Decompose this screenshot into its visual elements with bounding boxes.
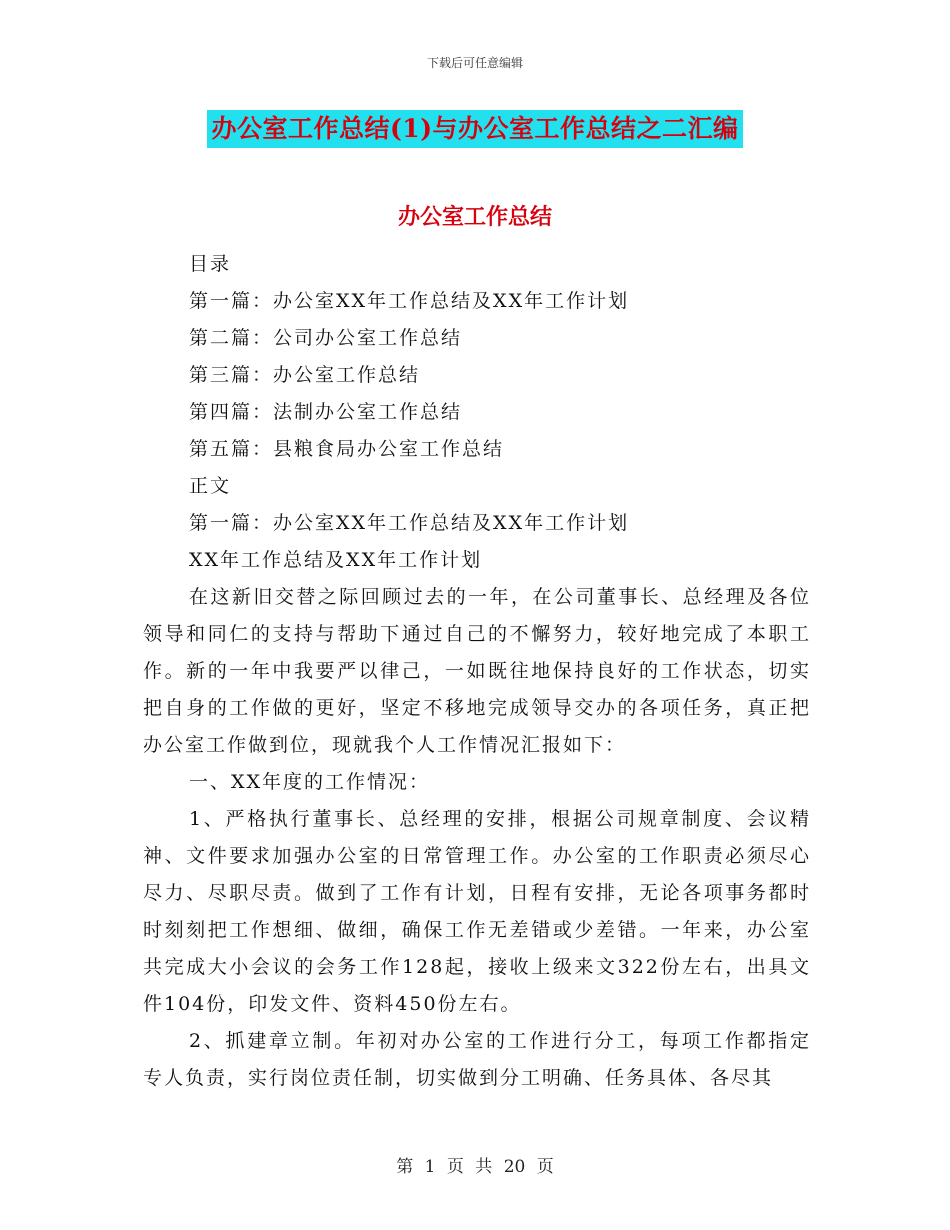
- body-paragraph: 1、严格执行董事长、总经理的安排，根据公司规章制度、会议精神、文件要求加强办公室的日常管理工作。办公室的工作职责必须尽心尽力、尽职尽责。做到了工作有计划，日程有安排，无论各项事务都时时刻刻把工作想细、做细，确保工作无差错或少差错。一年来，办公室共完成大小会议的会务工作128起，接收上级来文322份左右，出具文件104份，印发文件、资料450份左右。: [143, 808, 811, 1015]
- toc-item: 第二篇：公司办公室工作总结: [189, 327, 463, 349]
- toc-item: 第四篇：法制办公室工作总结: [189, 401, 463, 423]
- document-title-container: [0, 110, 950, 148]
- page-header-note: 下载后可任意编辑: [426, 56, 523, 70]
- page-number: 第 1 页 共 20 页: [396, 1157, 554, 1177]
- body-heading: 正文: [189, 475, 232, 497]
- toc-heading: 目录: [189, 253, 232, 275]
- toc-item: 第五篇：县粮食局办公室工作总结: [189, 438, 505, 460]
- document-body: [143, 246, 811, 1097]
- document-title: 办公室工作总结(1)与办公室工作总结之二汇编: [207, 110, 742, 148]
- chapter-subtitle: XX年工作总结及XX年工作计划: [189, 549, 483, 571]
- toc-item: 第三篇：办公室工作总结: [189, 364, 421, 386]
- toc-item: 第一篇：办公室XX年工作总结及XX年工作计划: [189, 290, 630, 312]
- body-paragraph: 在这新旧交替之际回顾过去的一年，在公司董事长、总经理及各位领导和同仁的支持与帮助下通过自己的不懈努力，较好地完成了本职工作。新的一年中我要严以律己，一如既往地保持良好的工作状态，切实把自身的工作做的更好，坚定不移地完成领导交办的各项任务，真正把办公室工作做到位，现就我个人工作情况汇报如下：: [143, 586, 811, 756]
- body-paragraph: 2、抓建章立制。年初对办公室的工作进行分工，每项工作都指定专人负责，实行岗位责任制，切实做到分工明确、任务具体、各尽其: [143, 1030, 811, 1089]
- body-paragraph: 一、XX年度的工作情况：: [189, 771, 431, 793]
- section-title: 办公室工作总结: [397, 204, 552, 230]
- chapter-title: 第一篇：办公室XX年工作总结及XX年工作计划: [189, 512, 630, 534]
